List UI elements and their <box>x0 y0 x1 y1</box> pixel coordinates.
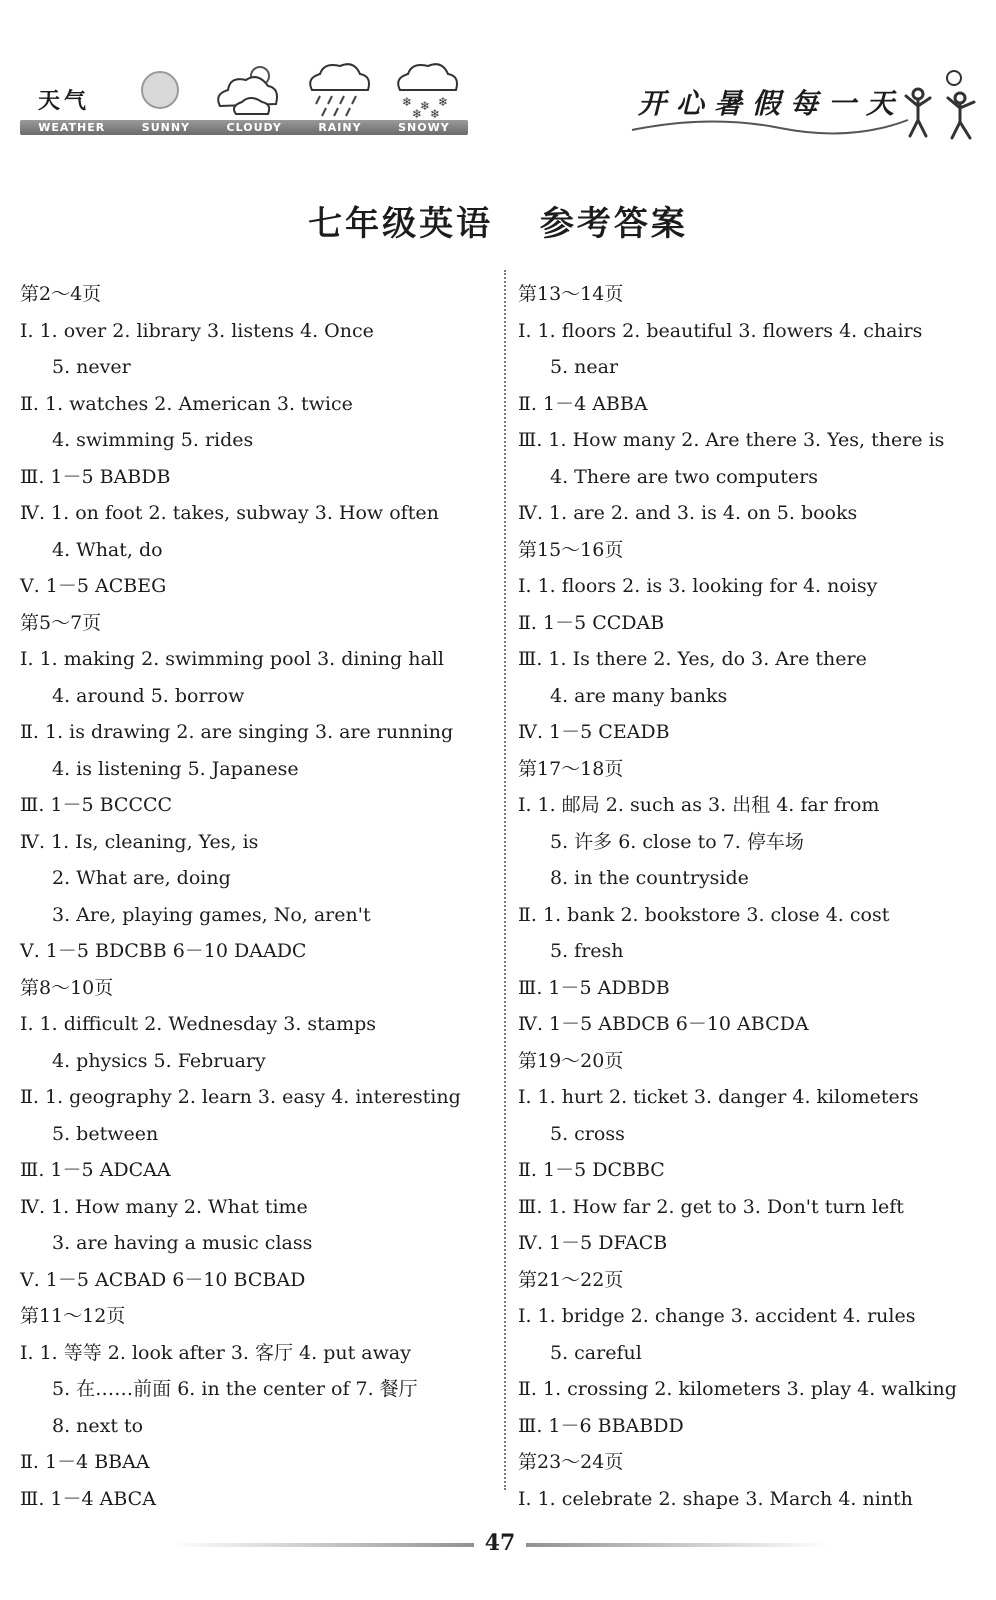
page-header <box>0 0 996 150</box>
answer-line: Ⅲ. 1－5 ADBDB <box>518 976 670 999</box>
answer-line: Ⅰ. 1. hurt 2. ticket 3. danger 4. kilometers <box>518 1086 919 1108</box>
answer-line: 4. is listening 5. Japanese <box>52 757 299 780</box>
answer-line: 5. between <box>52 1122 159 1145</box>
answers-left-column <box>20 276 498 1517</box>
answer-line: Ⅱ. 1. is drawing 2. are singing 3. are running <box>20 721 454 743</box>
answers-right-column <box>518 276 988 1517</box>
svg-text:❄: ❄ <box>420 99 431 113</box>
answer-line: 第19～20页 <box>518 1049 624 1072</box>
answer-line: Ⅱ. 1. crossing 2. kilometers 3. play 4. walking <box>518 1378 957 1400</box>
answer-line: 第11～12页 <box>20 1305 126 1327</box>
answer-line: Ⅱ. 1. geography 2. learn 3. easy 4. interesting <box>20 1086 461 1108</box>
cloudy-icon <box>210 60 284 118</box>
answer-line: 第21～22页 <box>518 1268 624 1291</box>
answer-line: Ⅴ. 1－5 ACBEG <box>20 575 167 597</box>
answer-line: Ⅱ. 1. bank 2. bookstore 3. close 4. cost <box>518 903 890 926</box>
answer-line: Ⅰ. 1. floors 2. beautiful 3. flowers 4. chairs <box>518 319 923 342</box>
answer-line: Ⅲ. 1. How far 2. get to 3. Don't turn left <box>518 1195 904 1218</box>
answer-line: 3. are having a music class <box>52 1232 313 1254</box>
svg-text:❄: ❄ <box>412 107 423 118</box>
weather-label: SUNNY <box>141 121 191 134</box>
weather-label: RAINY <box>318 121 362 134</box>
slogan: 开心暑假每一天 <box>638 87 905 120</box>
answer-line: 4. around 5. borrow <box>52 684 245 707</box>
answer-line: Ⅱ. 1－4 BBAA <box>20 1451 150 1473</box>
sun-icon <box>132 60 188 116</box>
answer-line: 第23～24页 <box>518 1451 624 1473</box>
answer-line: 8. next to <box>52 1414 144 1437</box>
answer-line: Ⅰ. 1. 邮局 2. such as 3. 出租 4. far from <box>518 794 880 816</box>
answer-line: Ⅰ. 1. floors 2. is 3. looking for 4. noisy <box>518 575 878 597</box>
answer-line: Ⅲ. 1. Is there 2. Yes, do 3. Are there <box>518 648 867 670</box>
snowy-icon <box>392 60 462 118</box>
answer-line: Ⅳ. 1－5 DFACB <box>518 1232 668 1254</box>
answer-line: Ⅳ. 1－5 ABDCB 6－10 ABCDA <box>518 1013 809 1035</box>
answer-line: Ⅲ. 1－6 BBABDD <box>518 1414 684 1437</box>
answer-line: 第17～18页 <box>518 757 624 780</box>
rainy-icon <box>304 60 374 118</box>
answer-line: 4. What, do <box>52 538 163 561</box>
document-title <box>0 196 996 245</box>
answer-line: Ⅱ. 1－4 ABBA <box>518 392 648 415</box>
answer-line: 2. What are, doing <box>52 867 231 889</box>
answer-line: Ⅲ. 1－5 BCCCC <box>20 794 173 816</box>
answer-line: 5. never <box>52 356 131 378</box>
answer-line: Ⅱ. 1. watches 2. American 3. twice <box>20 392 353 415</box>
answer-line: 8. in the countryside <box>550 867 749 889</box>
answer-line: 第5～7页 <box>20 611 102 634</box>
answer-line: Ⅳ. 1. How many 2. What time <box>20 1195 308 1218</box>
answer-line: Ⅲ. 1. How many 2. Are there 3. Yes, there is <box>518 429 945 451</box>
answer-line: Ⅳ. 1. are 2. and 3. is 4. on 5. books <box>518 502 858 524</box>
answer-line: Ⅰ. 1. making 2. swimming pool 3. dining hall <box>20 648 444 670</box>
weather-label-bar <box>20 120 468 135</box>
svg-text:❄: ❄ <box>438 95 449 109</box>
answer-line: 4. swimming 5. rides <box>52 429 254 451</box>
answer-line: 4. There are two computers <box>550 465 818 488</box>
column-divider <box>504 270 506 1490</box>
weather-title: 天气 <box>38 88 91 114</box>
answer-line: Ⅳ. 1. on foot 2. takes, subway 3. How often <box>20 502 439 524</box>
weather-label: CLOUDY <box>226 121 282 134</box>
svg-text:❄: ❄ <box>430 107 441 118</box>
page-number: 47 <box>474 1521 526 1565</box>
title-subject: 七年级英语 <box>308 204 494 244</box>
answer-line: 5. fresh <box>550 940 624 962</box>
answer-line: Ⅱ. 1－5 DCBBC <box>518 1159 665 1181</box>
answer-line: Ⅰ. 1. over 2. library 3. listens 4. Once <box>20 319 374 342</box>
answer-line: Ⅲ. 1－4 ABCA <box>20 1487 156 1510</box>
answer-line: Ⅱ. 1－5 CCDAB <box>518 611 665 634</box>
answer-line: Ⅲ. 1－5 BABDB <box>20 465 171 488</box>
kids-playing-icon <box>898 68 984 144</box>
answer-line: Ⅰ. 1. celebrate 2. shape 3. March 4. ninth <box>518 1487 913 1510</box>
page-footer <box>0 1505 996 1565</box>
title-answers: 参考答案 <box>539 204 688 244</box>
answer-line: Ⅴ. 1－5 BDCBB 6－10 DAADC <box>20 940 307 962</box>
answer-line: Ⅰ. 1. difficult 2. Wednesday 3. stamps <box>20 1013 377 1035</box>
answer-line: Ⅳ. 1. Is, cleaning, Yes, is <box>20 830 259 853</box>
swoosh-decoration <box>630 110 910 140</box>
answer-line: 第8～10页 <box>20 976 114 999</box>
answer-line: 3. Are, playing games, No, aren't <box>52 903 371 926</box>
answer-line: 5. 在……前面 6. in the center of 7. 餐厅 <box>52 1378 418 1400</box>
answer-line: 5. careful <box>550 1341 642 1364</box>
answer-line: 5. 许多 6. close to 7. 停车场 <box>550 830 804 853</box>
answer-line: 4. are many banks <box>550 684 728 707</box>
answer-line: 第13～14页 <box>518 283 624 305</box>
answer-line: 5. near <box>550 356 619 378</box>
weather-label: SNOWY <box>398 121 450 134</box>
answer-line: 4. physics 5. February <box>52 1049 266 1072</box>
answer-line: Ⅰ. 1. 等等 2. look after 3. 客厅 4. put away <box>20 1341 411 1364</box>
answer-line: Ⅲ. 1－5 ADCAA <box>20 1159 171 1181</box>
answer-line: Ⅳ. 1－5 CEADB <box>518 721 670 743</box>
answer-line: 第2～4页 <box>20 283 102 305</box>
answer-line: 5. cross <box>550 1122 625 1145</box>
weather-label: WEATHER <box>38 121 106 134</box>
answer-line: Ⅴ. 1－5 ACBAD 6－10 BCBAD <box>20 1268 306 1291</box>
answer-line: 第15～16页 <box>518 538 624 561</box>
answer-line: Ⅰ. 1. bridge 2. change 3. accident 4. rules <box>518 1305 916 1327</box>
svg-text:❄: ❄ <box>402 95 413 109</box>
